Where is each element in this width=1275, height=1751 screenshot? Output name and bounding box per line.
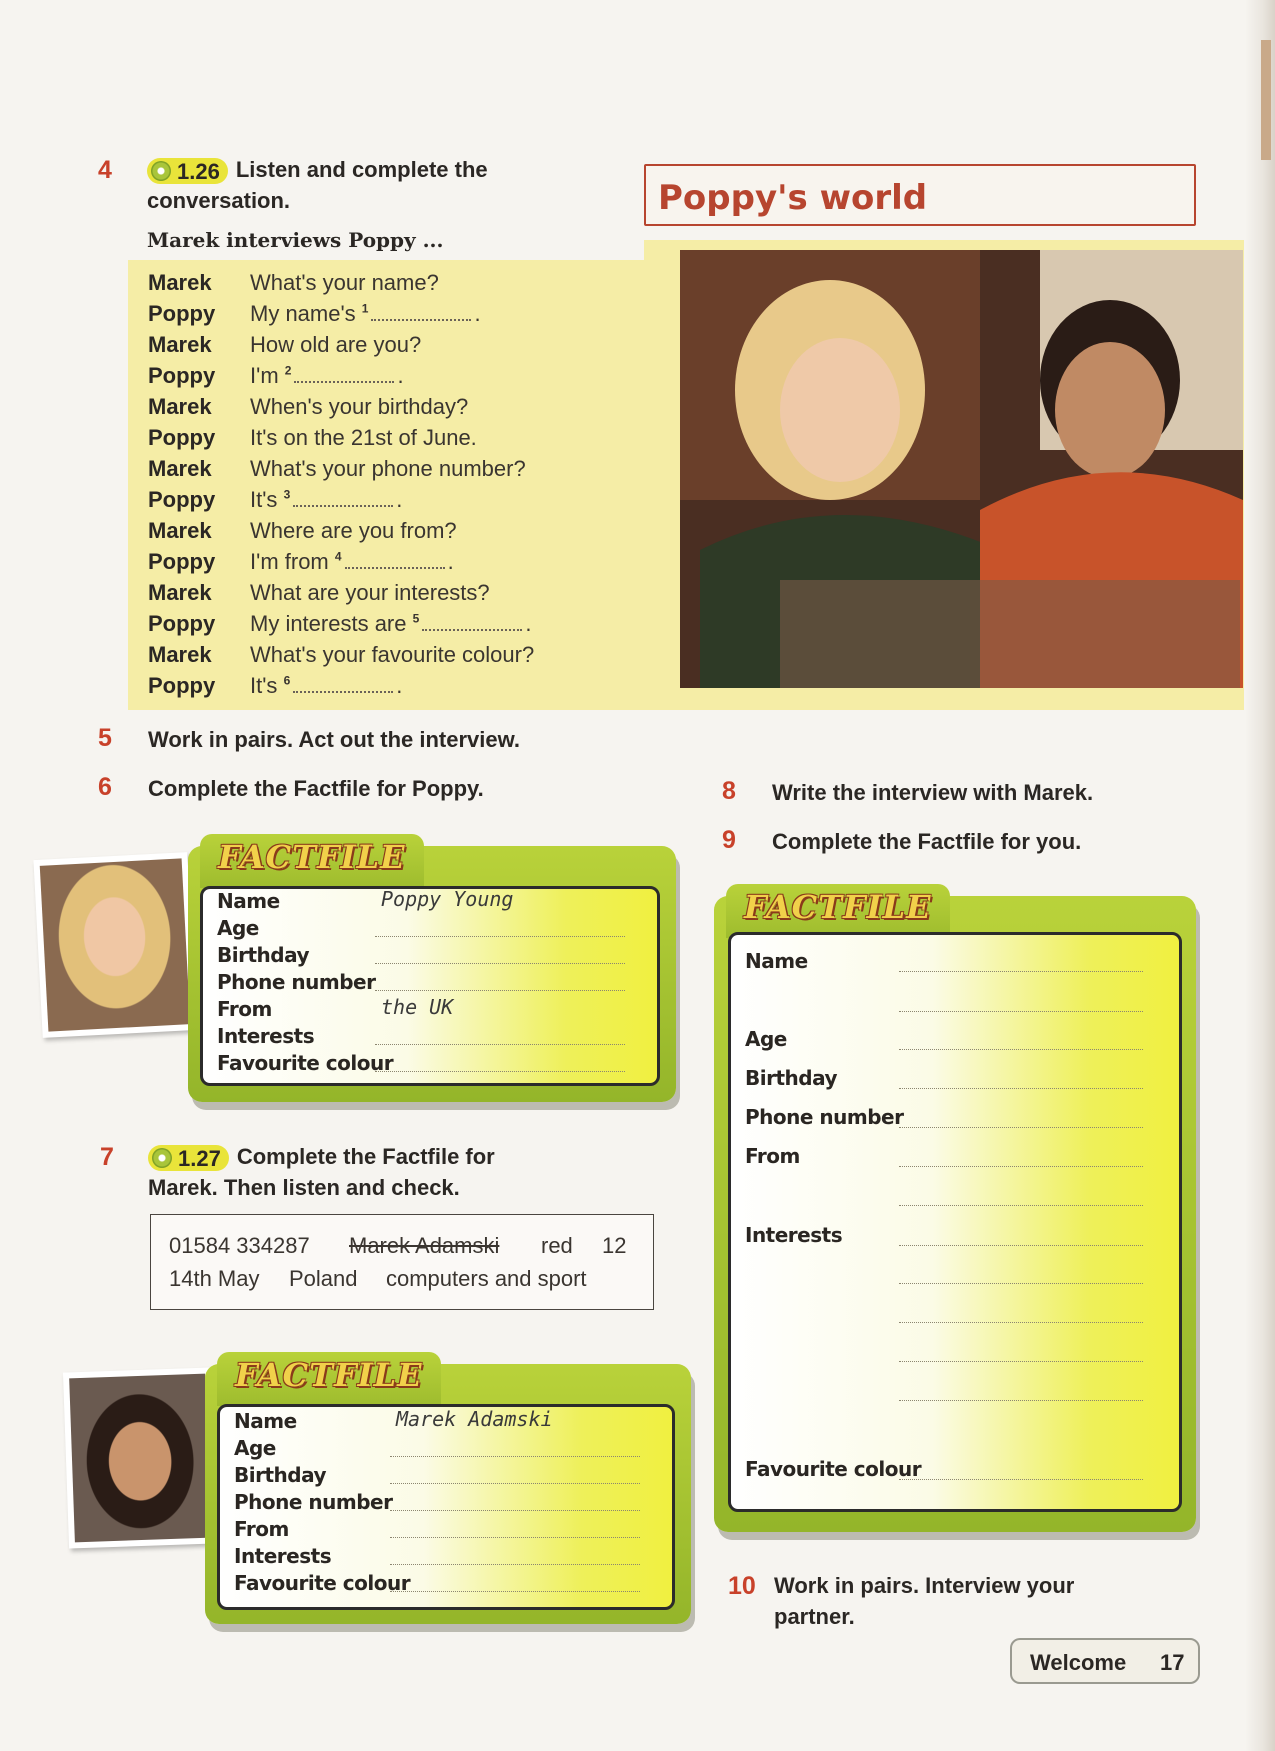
- gap-number: 6: [283, 673, 291, 688]
- cd-icon: [151, 161, 171, 181]
- instruction-line-1: Work in pairs. Interview your: [774, 1573, 1075, 1598]
- name-value[interactable]: Poppy Young: [381, 887, 514, 911]
- line-text: What's your favourite colour?: [250, 642, 535, 667]
- speaker: Poppy: [148, 363, 216, 388]
- marek-portrait: [63, 1367, 217, 1548]
- ff-age-row: [203, 916, 657, 942]
- birthday-answer-line[interactable]: [899, 1088, 1143, 1089]
- page-number: 17: [1160, 1650, 1185, 1675]
- line-text: What are your interests?: [250, 580, 490, 605]
- factfile-title: FACTFILE: [744, 888, 932, 926]
- colour-label: Favourite colour: [217, 1051, 394, 1075]
- ff-age-row: [731, 1027, 1179, 1053]
- word-country: Poland: [289, 1266, 358, 1291]
- word-box: [150, 1214, 654, 1310]
- audio-track-badge[interactable]: [148, 1145, 229, 1171]
- dialogue-panel: [128, 260, 648, 710]
- interests-extra-line[interactable]: [899, 1283, 1143, 1284]
- answer-gap[interactable]: [293, 689, 393, 693]
- phone-label: Phone number: [234, 1490, 393, 1514]
- track-number: 1.26: [177, 158, 220, 184]
- ff-interests-row: [203, 1024, 657, 1050]
- ff-phone-row: [220, 1490, 672, 1516]
- speaker: Poppy: [148, 611, 216, 636]
- line-text: What's your phone number?: [250, 456, 526, 481]
- instruction-line-2: partner.: [774, 1604, 855, 1629]
- exercise-9-number: 9: [722, 826, 736, 854]
- interests-label: Interests: [234, 1544, 332, 1568]
- gap-number: 4: [334, 549, 342, 564]
- phone-answer-line[interactable]: [390, 1510, 640, 1511]
- birthday-label: Birthday: [745, 1066, 837, 1090]
- line: [250, 332, 421, 358]
- exercise-6-instruction: Complete the Factfile for Poppy.: [148, 776, 484, 801]
- name-answer-line[interactable]: [899, 971, 1143, 972]
- answer-gap[interactable]: [371, 317, 471, 321]
- photo-illustration: [680, 250, 1243, 688]
- line: My interests are $^5$ .: [250, 611, 532, 636]
- speaker: Marek: [148, 270, 212, 295]
- section-label: Welcome: [1030, 1650, 1127, 1675]
- line-text: What's your name?: [250, 270, 439, 295]
- your-factfile: [714, 888, 1196, 1532]
- marek-face: [69, 1374, 211, 1543]
- birthday-answer-line[interactable]: [375, 963, 625, 964]
- answer-gap[interactable]: [293, 503, 393, 507]
- page-footer: [1010, 1638, 1200, 1684]
- instruction-line-2: Marek. Then listen and check.: [148, 1175, 460, 1200]
- ff-name-row: [731, 949, 1179, 975]
- line: [250, 394, 468, 420]
- speaker: Marek: [148, 642, 212, 667]
- line-text: How old are you?: [250, 332, 422, 357]
- speaker: Poppy: [148, 549, 216, 574]
- interests-extra-line[interactable]: [899, 1400, 1143, 1401]
- from-label: From: [745, 1144, 800, 1168]
- track-number: 1.27: [178, 1145, 221, 1171]
- age-answer-line[interactable]: [390, 1456, 640, 1457]
- exercise-8-instruction: Write the interview with Marek.: [772, 780, 1094, 805]
- name-label: Name: [745, 949, 808, 973]
- line-text: When's your birthday?: [250, 394, 469, 419]
- speaker: Poppy: [148, 673, 216, 698]
- audio-track-badge[interactable]: [147, 158, 228, 184]
- ff-name-row: [203, 889, 657, 915]
- colour-answer-line[interactable]: [899, 1479, 1143, 1480]
- poppy-face: [40, 858, 190, 1031]
- line-text: Where are you from?: [250, 518, 457, 543]
- age-label: Age: [745, 1027, 787, 1051]
- line: [250, 270, 439, 296]
- ff-birthday-row: [220, 1463, 672, 1489]
- poppy-and-marek-photo: [680, 250, 1243, 688]
- word-interests: computers and sport: [386, 1266, 587, 1291]
- interests-extra-line[interactable]: [899, 1322, 1143, 1323]
- answer-gap[interactable]: [422, 627, 522, 631]
- colour-label: Favourite colour: [745, 1457, 922, 1481]
- ff-from-row: [203, 997, 657, 1023]
- line-text: It's on the 21st of June.: [250, 425, 477, 450]
- speaker: Marek: [148, 456, 212, 481]
- line-text: It's: [250, 673, 278, 698]
- phone-label: Phone number: [745, 1105, 904, 1129]
- gap-number: 5: [412, 611, 420, 626]
- speaker: Marek: [148, 518, 212, 543]
- age-label: Age: [234, 1436, 276, 1460]
- interests-extra-line[interactable]: [899, 1361, 1143, 1362]
- instruction-line-1: Listen and complete the: [235, 157, 488, 182]
- line: I'm from $^4$ .: [250, 549, 454, 574]
- colour-label: Favourite colour: [234, 1571, 411, 1595]
- ff-phone-row: [731, 1105, 1179, 1131]
- age-answer-line[interactable]: [899, 1049, 1143, 1050]
- exercise-7-number: 7: [100, 1143, 114, 1171]
- line: It's $^6$ .: [250, 673, 403, 698]
- gap-number: 2: [284, 363, 292, 378]
- poppys-world-title: Poppy's world: [658, 178, 928, 218]
- phone-answer-line[interactable]: [899, 1127, 1143, 1128]
- colour-answer-line[interactable]: [375, 1071, 625, 1072]
- ff-interests-row: [220, 1544, 672, 1570]
- speaker: Poppy: [148, 425, 216, 450]
- answer-gap[interactable]: [345, 565, 445, 569]
- ff-birthday-row: [731, 1066, 1179, 1092]
- from-label: From: [234, 1517, 289, 1541]
- speaker: Marek: [148, 394, 212, 419]
- from-value[interactable]: the UK: [381, 995, 454, 1019]
- line-text: It's: [250, 487, 278, 512]
- cd-icon: [152, 1148, 172, 1168]
- line-text: I'm: [250, 363, 279, 388]
- speaker: Marek: [148, 332, 212, 357]
- instruction-line-1: Complete the Factfile for: [236, 1144, 495, 1169]
- gap-number: 3: [283, 487, 291, 502]
- answer-gap[interactable]: [294, 379, 394, 383]
- ff-interests-row: [731, 1223, 1179, 1249]
- from-answer-line[interactable]: [390, 1537, 640, 1538]
- birthday-answer-line[interactable]: [390, 1483, 640, 1484]
- factfile-title: FACTFILE: [235, 1356, 423, 1394]
- line: [250, 642, 534, 668]
- exercise-10-number: 10: [728, 1572, 756, 1600]
- ff-phone-row: [203, 970, 657, 996]
- word-name-struck: Marek Adamski: [349, 1233, 500, 1258]
- line-text: I'm from: [250, 549, 329, 574]
- interests-answer-line[interactable]: [375, 1044, 625, 1045]
- marek-factfile: [205, 1356, 691, 1624]
- ff-colour-row: [203, 1051, 657, 1077]
- line: [250, 518, 457, 544]
- line: It's $^3$ .: [250, 487, 403, 512]
- line: [250, 456, 526, 482]
- ff-birthday-row: [203, 943, 657, 969]
- interests-answer-line[interactable]: [899, 1245, 1143, 1246]
- word-age: 12: [602, 1233, 627, 1258]
- factfile-tag: [200, 834, 424, 888]
- exercise-5-number: 5: [98, 724, 112, 752]
- factfile-tag: [726, 884, 950, 938]
- speaker: Poppy: [148, 487, 216, 512]
- speaker: Poppy: [148, 301, 216, 326]
- ff-colour-row: [220, 1571, 672, 1597]
- factfile-card: [200, 886, 660, 1086]
- ff-from-row: [220, 1517, 672, 1543]
- line: [250, 425, 477, 451]
- exercise-7-instruction: [148, 1141, 668, 1203]
- line: I'm $^2$ .: [250, 363, 404, 388]
- exercise-10-instruction: [774, 1570, 1154, 1632]
- poppys-world-heading: [644, 164, 1196, 226]
- instruction-line-2: conversation.: [147, 188, 291, 213]
- gap-number: 1: [361, 301, 369, 316]
- line-text: My name's: [250, 301, 356, 326]
- interests-label: Interests: [745, 1223, 843, 1247]
- name-value[interactable]: Marek Adamski: [396, 1407, 553, 1431]
- factfile-title: FACTFILE: [218, 838, 406, 876]
- page-tab: [1261, 40, 1271, 160]
- birthday-label: Birthday: [217, 943, 309, 967]
- interests-answer-line[interactable]: [390, 1564, 640, 1565]
- page-edge: [1245, 0, 1275, 1751]
- word-phone: 01584 334287: [169, 1233, 310, 1258]
- colour-answer-line[interactable]: [390, 1591, 640, 1592]
- exercise-6-number: 6: [98, 773, 112, 801]
- exercise-4-number: 4: [98, 156, 112, 184]
- exercise-9-instruction: Complete the Factfile for you.: [772, 829, 1082, 854]
- factfile-card: [217, 1404, 675, 1610]
- interests-label: Interests: [217, 1024, 315, 1048]
- poppy-factfile: [188, 838, 676, 1102]
- word-birthday: 14th May: [169, 1266, 260, 1291]
- from-label: From: [217, 997, 272, 1021]
- name-label: Name: [217, 889, 280, 913]
- ff-name-row: [220, 1409, 672, 1435]
- factfile-tag: [217, 1352, 441, 1406]
- exercise-4-instruction: [147, 154, 587, 216]
- poppy-portrait: [33, 852, 196, 1038]
- from-answer-line[interactable]: [899, 1166, 1143, 1167]
- exercise-5-instruction: Work in pairs. Act out the interview.: [148, 727, 521, 752]
- name-label: Name: [234, 1409, 297, 1433]
- dialogue-subheading: Marek interviews Poppy ...: [147, 228, 444, 252]
- from-extra-line[interactable]: [899, 1205, 1143, 1206]
- phone-label: Phone number: [217, 970, 376, 994]
- line-text: My interests are: [250, 611, 407, 636]
- name-extra-line[interactable]: [899, 1011, 1143, 1012]
- speaker: Marek: [148, 580, 212, 605]
- line: My name's $^1$ .: [250, 301, 481, 326]
- age-answer-line[interactable]: [375, 936, 625, 937]
- age-label: Age: [217, 916, 259, 940]
- ff-colour-row: [731, 1457, 1179, 1483]
- word-colour: red: [541, 1233, 573, 1258]
- phone-answer-line[interactable]: [375, 990, 625, 991]
- birthday-label: Birthday: [234, 1463, 326, 1487]
- ff-age-row: [220, 1436, 672, 1462]
- ff-from-row: [731, 1144, 1179, 1170]
- line: [250, 580, 490, 606]
- factfile-card: [728, 932, 1182, 1512]
- exercise-8-number: 8: [722, 777, 736, 805]
